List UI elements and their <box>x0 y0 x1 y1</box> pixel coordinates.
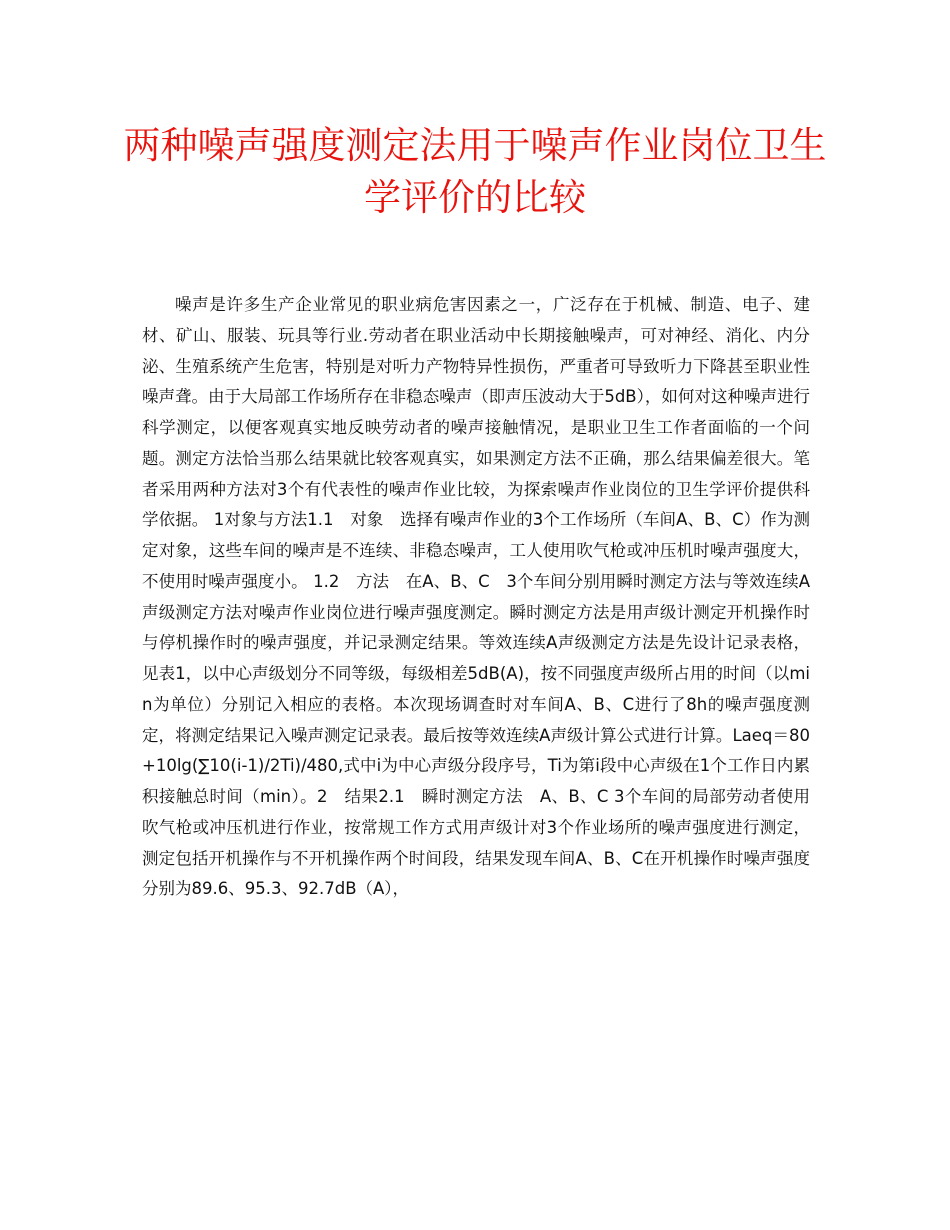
body-paragraph: 噪声是许多生产企业常见的职业病危害因素之一，广泛存在于机械、制造、电子、建材、矿山、服装、玩具等行业.劳动者在职业活动中长期接触噪声，可对神经、消化、内分泌、生殖系统产生危害，特别是对听力产物特异性损伤，严重者可导致听力下降甚至职业性噪声聋。由于大局部工作场所存在非稳态噪声（即声压波动大于5dB），如何对这种噪声进行科学测定，以便客观真实地反映劳动者的噪声接触情况，是职业卫生工作者面临的一个问题。测定方法恰当那么结果就比较客观真实，如果测定方法不正确，那么结果偏差很大。笔者采用两种方法对3个有代表性的噪声作业比较，为探索噪声作业岗位的卫生学评价提供科学依据。 1对象与方法1.1 对象 选择有噪声作业的3个工作场所（车间A、B、C）作为测定对象，这些车间的噪声是不连续、非稳态噪声，工人使用吹气枪或冲压机时噪声强度大，不使用时噪声强度小。 1.2 方法 在A、B、C 3个车间分别用瞬时测定方法与等效连续A声级测定方法对噪声作业岗位进行噪声强度测定。瞬时测定方法是用声级计测定开机操作时与停机操作时的噪声强度，并记录测定结果。等效连续A声级测定方法是先设计记录表格，见表1，以中心声级划分不同等级，每级相差5dB(A)，按不同强度声级所占用的时间（以min为单位）分别记入相应的表格。本次现场调查时对车间A、B、C进行了8h的噪声强度测定，将测定结果记入噪声测定记录表。最后按等效连续A声级计算公式进行计算。Laeq＝80+10lg(∑10(i-1)/2Ti)/480,式中i为中心声级分段序号，Ti为第i段中心声级在1个工作日内累积接触总时间（min）。2 结果2.1 瞬时测定方法 A、B、C 3个车间的局部劳动者使用吹气枪或冲压机进行作业，按常规工作方式用声级计对3个作业场所的噪声强度进行测定，测定包括开机操作与不开机操作两个时间段，结果发现车间A、B、C在开机操作时噪声强度分别为89.6、95.3、92.7dB（A）， <box>142 295 810 899</box>
document-title: 两种噪声强度测定法用于噪声作业岗位卫生学评价的比较 <box>123 124 827 219</box>
